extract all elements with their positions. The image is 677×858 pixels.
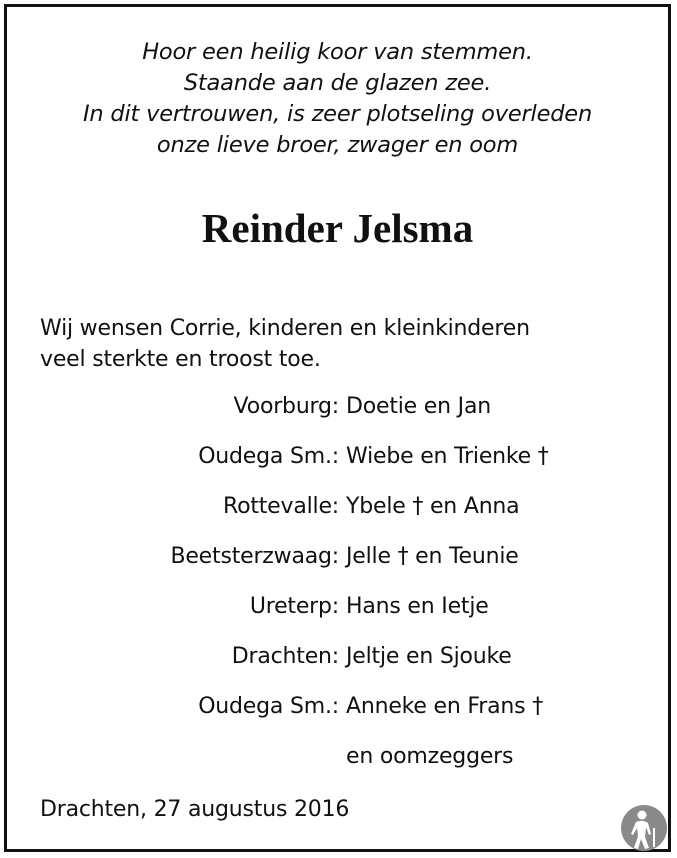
family-row (7, 639, 668, 689)
obituary-frame (4, 4, 671, 852)
family-row (7, 589, 668, 639)
condolence-message (40, 313, 530, 375)
family-place: Beetsterzwaag: (170, 544, 339, 569)
family-place: Drachten: (231, 644, 339, 669)
family-names: Anneke en Frans † (346, 694, 544, 719)
family-names: Jeltje en Sjouke (346, 644, 512, 669)
family-names: Jelle † en Teunie (346, 544, 519, 569)
family-row (7, 439, 668, 489)
place-date: Drachten, 27 augustus 2016 (40, 797, 350, 822)
verse-line: In dit vertrouwen, is zeer plotseling overleden (82, 101, 593, 127)
message-line: veel sterkte en troost toe. (40, 347, 321, 372)
family-names: Hans en Ietje (346, 594, 489, 619)
emblem-head (638, 811, 647, 820)
family-row (7, 389, 668, 439)
family-place: Rottevalle: (222, 494, 339, 519)
family-names: en oomzeggers (346, 744, 514, 769)
family-names: Ybele † en Anna (346, 494, 520, 519)
deceased-name: Reinder Jelsma (201, 205, 474, 251)
message-line: Wij wensen Corrie, kinderen en kleinkinderen (40, 316, 530, 341)
verse-line: Hoor een heilig koor van stemmen. (142, 39, 533, 65)
family-names: Wiebe en Trienke † (346, 444, 549, 469)
family-place: Oudega Sm.: (198, 444, 339, 469)
family-list (7, 389, 668, 789)
family-place: Oudega Sm.: (198, 694, 339, 719)
family-row (7, 689, 668, 739)
family-place: Voorburg: (233, 394, 339, 419)
family-row (7, 539, 668, 589)
mourning-figure-icon (620, 804, 668, 852)
verse-line: Staande aan de glazen zee. (183, 70, 492, 96)
verse-line: onze lieve broer, zwager en oom (156, 132, 519, 158)
family-names: Doetie en Jan (346, 394, 491, 419)
family-row (7, 739, 668, 789)
family-row (7, 489, 668, 539)
family-place: Ureterp: (249, 594, 339, 619)
opening-verse (7, 37, 668, 161)
emblem-cane (653, 828, 655, 847)
